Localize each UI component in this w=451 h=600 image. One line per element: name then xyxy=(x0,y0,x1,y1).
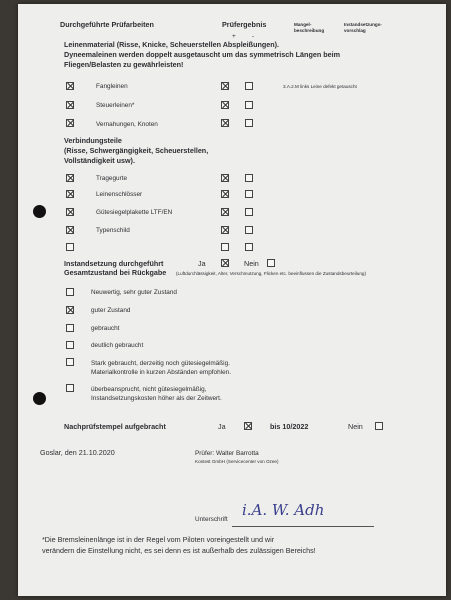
overall-used-checkbox[interactable] xyxy=(66,324,74,332)
check-leinenschloesser[interactable] xyxy=(66,190,74,198)
plus-fangleinen[interactable] xyxy=(221,82,229,90)
overall-used-label: gebraucht xyxy=(91,325,120,332)
minus-blank[interactable] xyxy=(245,243,253,251)
label-steuerleinen: Steuerleinen* xyxy=(96,102,135,109)
plus-blank[interactable] xyxy=(221,243,229,251)
overall-good-label: guter Zustand xyxy=(91,307,131,314)
check-blank[interactable] xyxy=(66,243,74,251)
overall-subtitle: (Luftdurchlässigkeit, Alter, Verschmutzung, Flicken etc. beeinflussen die Zustandsbeurteilung) xyxy=(176,271,366,276)
place-date: Goslar, den 21.10.2020 xyxy=(40,448,115,457)
stamp-nein-checkbox[interactable] xyxy=(375,422,383,430)
overall-good-checkbox[interactable] xyxy=(66,306,74,314)
inspector-name: Prüfer: Walter Barrotta xyxy=(195,450,259,457)
repair-label: Instandsetzung durchgeführt xyxy=(64,259,164,268)
inspector-company: Kontest GmbH (Servicecenter von Ozee) xyxy=(195,459,279,464)
label-fangleinen: Fangleinen xyxy=(96,83,128,90)
section-line-material-title: Leinenmaterial (Risse, Knicke, Scheuerstellen Abspleißungen). xyxy=(64,40,280,49)
section-connectors-desc-1: (Risse, Schwergängigkeit, Scheuerstellen, xyxy=(64,146,209,155)
check-tragegurte[interactable] xyxy=(66,174,74,182)
overall-clearly-used-checkbox[interactable] xyxy=(66,341,74,349)
repair-ja-label: Ja xyxy=(198,259,206,268)
header-result: Prüfergebnis xyxy=(222,20,267,29)
stamp-label: Nachprüfstempel aufgebracht xyxy=(64,422,166,431)
stamp-ja-label: Ja xyxy=(218,422,226,431)
check-vernahungen[interactable] xyxy=(66,119,74,127)
overall-new-label: Neuwertig, sehr guter Zustand xyxy=(91,289,177,296)
check-guetesiegel[interactable] xyxy=(66,208,74,216)
plus-steuerleinen[interactable] xyxy=(221,101,229,109)
header-repair-b: vorschlag xyxy=(344,28,366,33)
plus-tragegurte[interactable] xyxy=(221,174,229,182)
overall-new-checkbox[interactable] xyxy=(66,288,74,296)
header-defect-a: Mangel- xyxy=(294,22,312,27)
header-inspection-work: Durchgeführte Prüfarbeiten xyxy=(60,20,154,29)
minus-leinenschloesser[interactable] xyxy=(245,190,253,198)
signature: i.A. W. Adh xyxy=(242,501,325,519)
stamp-ja-checkbox[interactable] xyxy=(244,422,252,430)
overall-overstressed-label-2: Instandsetzungskosten höher als der Zeitwert. xyxy=(91,395,222,402)
overall-heavily-used-checkbox[interactable] xyxy=(66,358,74,366)
label-vernahungen: Vernahungen, Knoten xyxy=(96,121,158,128)
section-line-material-note-1: Dyneemaleinen werden doppelt ausgetauscht um das symmetrisch Längen beim xyxy=(64,50,340,59)
label-guetesiegel: Gütesiegelplakette LTF/EN xyxy=(96,209,173,216)
repair-nein-checkbox[interactable] xyxy=(267,259,275,267)
header-defect-b: beschreibung xyxy=(294,28,325,33)
header-plus: + xyxy=(232,33,236,40)
punch-hole-top xyxy=(33,205,46,218)
section-line-material-note-2: Fliegen/Belasten zu gewährleisten! xyxy=(64,60,184,69)
overall-overstressed-label: überbeansprucht, nicht gütesiegelmäßig, xyxy=(91,386,207,393)
check-typenschild[interactable] xyxy=(66,226,74,234)
overall-overstressed-checkbox[interactable] xyxy=(66,384,74,392)
signature-line xyxy=(232,526,374,527)
minus-tragegurte[interactable] xyxy=(245,174,253,182)
plus-guetesiegel[interactable] xyxy=(221,208,229,216)
minus-fangleinen[interactable] xyxy=(245,82,253,90)
minus-guetesiegel[interactable] xyxy=(245,208,253,216)
minus-typenschild[interactable] xyxy=(245,226,253,234)
header-minus: - xyxy=(252,33,255,40)
stamp-nein-label: Nein xyxy=(348,422,363,431)
form-sheet xyxy=(18,4,446,596)
repair-nein-label: Nein xyxy=(244,259,259,268)
remark-fangleinen: 3.A.2.M links Leine defekt getauscht xyxy=(283,84,357,89)
overall-clearly-used-label: deutlich gebraucht xyxy=(91,342,144,349)
section-connectors-title: Verbindungsteile xyxy=(64,136,122,145)
label-tragegurte: Tragegurte xyxy=(96,175,128,182)
overall-heavily-used-label: Stark gebraucht, derzeitig noch gütesiegelmäßig. xyxy=(91,360,230,367)
check-fangleinen[interactable] xyxy=(66,82,74,90)
overall-title: Gesamtzustand bei Rückgabe xyxy=(64,268,167,277)
plus-typenschild[interactable] xyxy=(221,226,229,234)
minus-steuerleinen[interactable] xyxy=(245,101,253,109)
minus-vernahungen[interactable] xyxy=(245,119,253,127)
label-leinenschloesser: Leinenschlösser xyxy=(96,191,143,198)
punch-hole-bottom xyxy=(33,392,46,405)
section-connectors-desc-2: Vollständigkeit usw). xyxy=(64,156,135,165)
footnote-line-1: *Die Bremsleinenlänge ist in der Regel vom Piloten voreingestellt und wir xyxy=(42,535,275,544)
check-steuerleinen[interactable] xyxy=(66,101,74,109)
header-repair-a: Instandsetzungs- xyxy=(344,22,382,27)
plus-vernahungen[interactable] xyxy=(221,119,229,127)
repair-ja-checkbox[interactable] xyxy=(221,259,229,267)
stamp-until: bis 10/2022 xyxy=(270,422,309,431)
footnote-line-2: verändern die Einstellung nicht, es sei denn es ist außerhalb des zulässigen Bereichs! xyxy=(42,546,316,555)
overall-heavily-used-label-2: Materialkontrolle in kurzen Abständen empfohlen. xyxy=(91,369,231,376)
signature-label: Unterschrift xyxy=(195,516,228,523)
plus-leinenschloesser[interactable] xyxy=(221,190,229,198)
label-typenschild: Typenschild xyxy=(96,227,130,234)
